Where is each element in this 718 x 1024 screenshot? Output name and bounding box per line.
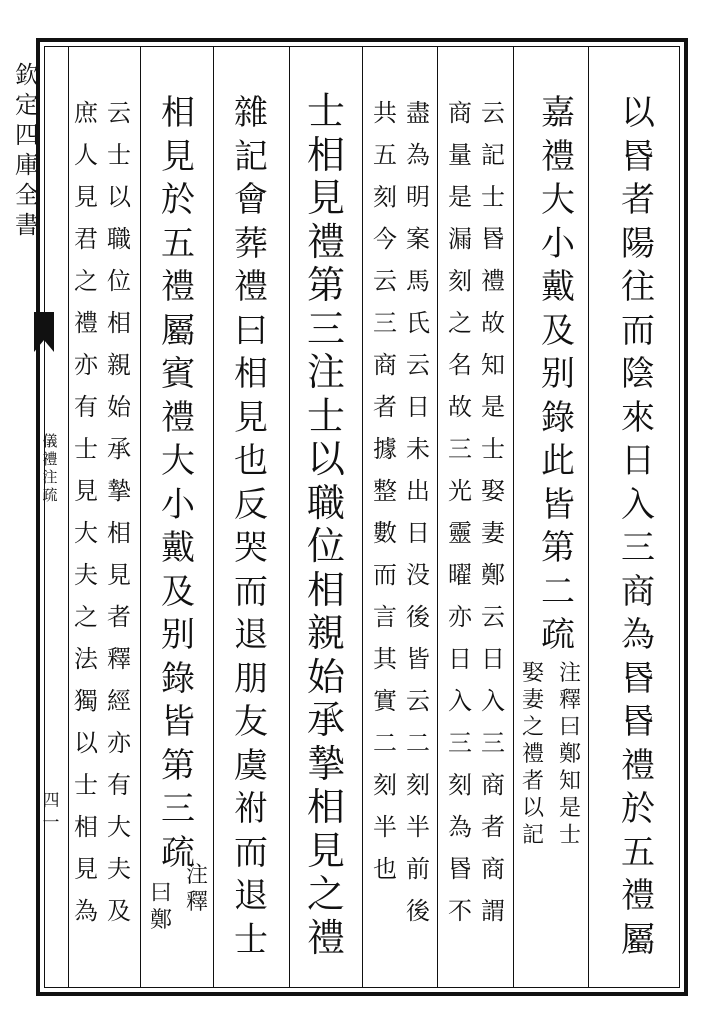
column-rule <box>289 46 290 988</box>
column-rule <box>213 46 214 988</box>
column-rule <box>437 46 438 988</box>
text-column-2: 嘉 禮 大 小 戴 及 别 錄 此 皆 第 二 疏 <box>541 93 575 655</box>
annotation-column-7b: 曰 鄭 <box>149 881 172 933</box>
annotation-column-8a: 云 士 以 職 位 相 親 始 承 摯 相 見 者 釋 經 亦 有 大 夫 及 <box>107 99 131 925</box>
annotation-column-3b: 商 量 是 漏 刻 之 名 故 三 光 靈 曜 亦 日 入 三 刻 為 昬 不 <box>448 99 472 925</box>
column-rule <box>588 46 589 988</box>
annotation-column-2b: 娶 妻 之 禮 者 以 記 <box>521 661 544 848</box>
annotation-column-7a: 注 釋 <box>185 863 208 915</box>
page-number: 四 一 <box>42 791 60 833</box>
annotation-column-4a: 盡 為 明 案 馬 氏 云 日 未 出 日 没 後 皆 云 二 刻 半 前 後 <box>406 99 430 925</box>
book-title: 欽 定 四 庫 全 書 <box>15 61 39 239</box>
book-subtitle: 儀 禮 注 疏 <box>42 432 58 504</box>
annotation-column-8b: 庶 人 見 君 之 禮 亦 有 士 見 大 夫 之 法 獨 以 士 相 見 為 <box>74 99 98 925</box>
text-column-7: 相 見 於 五 禮 屬 賓 禮 大 小 戴 及 别 錄 皆 第 三 疏 <box>161 93 195 873</box>
column-rule <box>362 46 363 988</box>
column-rule <box>513 46 514 988</box>
text-column-1: 以 昬 者 陽 往 而 陰 來 日 入 三 商 為 昬 昬 禮 於 五 禮 屬 <box>621 93 655 960</box>
text-column-6: 雜 記 會 葬 禮 曰 相 見 也 反 哭 而 退 朋 友 虞 祔 而 退 士 <box>234 93 268 960</box>
column-rule <box>140 46 141 988</box>
chapter-heading-column: 士 相 見 禮 第 三 注 士 以 職 位 相 親 始 承 摯 相 見 之 禮 <box>306 89 345 960</box>
margin-rule <box>68 46 69 988</box>
annotation-column-3a: 云 記 士 昬 禮 故 知 是 士 娶 妻 鄭 云 日 入 三 商 者 商 謂 <box>481 99 505 925</box>
annotation-column-2a: 注 釋 曰 鄭 知 是 士 <box>558 661 581 848</box>
annotation-column-4b: 共 五 刻 今 云 三 商 者 據 整 數 而 言 其 實 二 刻 半 也 <box>373 99 397 883</box>
